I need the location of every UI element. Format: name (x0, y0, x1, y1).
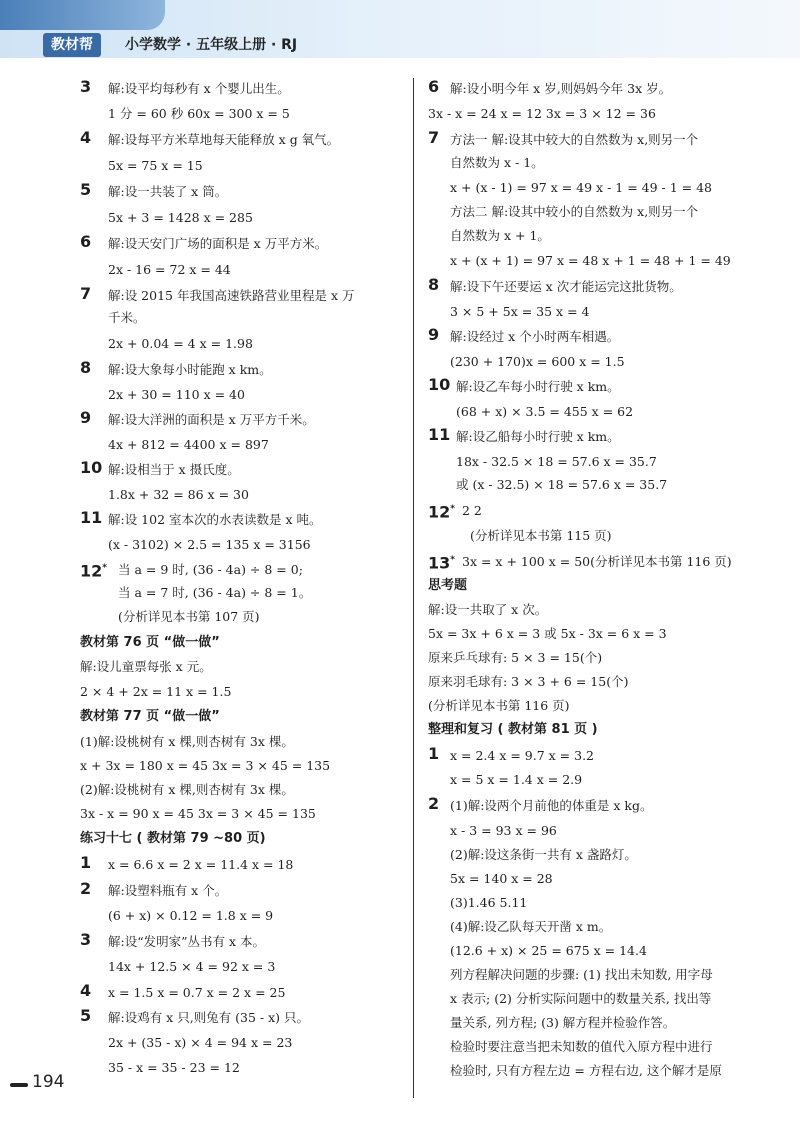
column-divider (413, 78, 414, 1098)
problem-number: 5 (80, 180, 92, 199)
answer-line: x + (x - 1) = 97 x = 49 x - 1 = 49 - 1 = 48 (450, 180, 712, 195)
answer-line: (230 + 170)x = 600 x = 1.5 (450, 354, 625, 369)
answer-line: 原来羽毛球有: 3 × 3 + 6 = 15(个) (428, 674, 629, 689)
answer-line: (2)解:设这条街一共有 x 盏路灯。 (450, 847, 637, 862)
problem-number: 5 (80, 1006, 92, 1025)
summary-line: 量关系, 列方程; (3) 解方程并检验作答。 (450, 1015, 676, 1030)
answer-line: (2)解:设桃树有 x 棵,则杏树有 3x 棵。 (80, 782, 294, 797)
answer-line: 解:设 102 室本次的水表读数是 x 吨。 (108, 512, 322, 527)
answer-line: 解:设 2015 年我国高速铁路营业里程是 x 万 (108, 288, 355, 303)
answer-line: 解:设小明今年 x 岁,则妈妈今年 3x 岁。 (450, 81, 672, 96)
problem-number: 10 (428, 375, 451, 394)
section-heading: 教材第 77 页 “做一做” (80, 709, 220, 724)
answer-line: 2x + (35 - x) × 4 = 94 x = 23 (108, 1035, 293, 1050)
problem-number (428, 500, 455, 521)
answer-line: 方法一 解:设其中较大的自然数为 x,则另一个 (450, 132, 699, 147)
star-mark: * (450, 555, 455, 565)
answer-line: 自然数为 x - 1。 (450, 155, 544, 170)
answer-line: 解:设经过 x 个小时两车相遇。 (450, 329, 620, 344)
answer-line: 5x + 3 = 1428 x = 285 (108, 210, 253, 225)
problem-number: 8 (428, 275, 440, 294)
answer-line: 1.8x + 32 = 86 x = 30 (108, 487, 249, 502)
answer-line: 解:设儿童票每张 x 元。 (80, 659, 212, 674)
section-heading: 思考题 (428, 578, 468, 593)
problem-number (428, 551, 455, 572)
answer-line: 当 a = 9 时, (36 - 4a) ÷ 8 = 0; (118, 562, 303, 577)
answer-line: 解:设“发明家”丛书有 x 本。 (108, 934, 265, 949)
answer-line: (3)1.46 5.11 (450, 895, 528, 910)
answer-line: 解:设大洋洲的面积是 x 万平方千米。 (108, 412, 315, 427)
problem-number: 9 (80, 408, 92, 427)
answer-line: (12.6 + x) × 25 = 675 x = 14.4 (450, 943, 647, 958)
problem-number: 9 (428, 325, 440, 344)
problem-number: 7 (80, 284, 92, 303)
answer-line: x = 2.4 x = 9.7 x = 3.2 (450, 748, 594, 763)
answer-line: x + 3x = 180 x = 45 3x = 3 × 45 = 135 (80, 758, 331, 773)
header-accent (0, 0, 165, 30)
problem-number: 2 (428, 794, 440, 813)
problem-number: 7 (428, 128, 440, 147)
answer-line: 14x + 12.5 × 4 = 92 x = 3 (108, 959, 276, 974)
brand-logo: 教材帮 (43, 33, 101, 57)
book-subtitle: 小学数学 · 五年级上册 · RJ (125, 37, 298, 53)
answer-line: 解:设塑料瓶有 x 个。 (108, 883, 228, 898)
problem-number-text: 12 (428, 502, 451, 522)
answer-line: 解:设鸡有 x 只,则兔有 (35 - x) 只。 (108, 1010, 310, 1025)
answer-line: x + (x + 1) = 97 x = 48 x + 1 = 48 + 1 = 49 (450, 253, 731, 268)
answer-line: 解:设平均每秒有 x 个婴儿出生。 (108, 81, 290, 96)
problem-number: 6 (80, 232, 92, 251)
section-heading: 练习十七 ( 教材第 79 ~80 页) (80, 831, 266, 846)
summary-line: x 表示; (2) 分析实际问题中的数量关系, 找出等 (450, 991, 712, 1006)
problem-number: 2 (80, 879, 92, 898)
answer-line: 解:设一共装了 x 筒。 (108, 184, 228, 199)
summary-line: 检验时, 只有方程左边 = 方程右边, 这个解才是原 (450, 1063, 722, 1078)
reference-note: (分析详见本书第 115 页) (470, 528, 612, 543)
answer-line: 解:设大象每小时能跑 x km。 (108, 362, 272, 377)
answer-line: 千米。 (108, 310, 146, 325)
answer-line: x = 5 x = 1.4 x = 2.9 (450, 772, 583, 787)
answer-line: 解:设天安门广场的面积是 x 万平方米。 (108, 236, 328, 251)
answer-line: 原来乒乓球有: 5 × 3 = 15(个) (428, 650, 603, 665)
answer-line: (68 + x) × 3.5 = 455 x = 62 (456, 404, 634, 419)
section-heading: 整理和复习 ( 教材第 81 页 ) (428, 722, 598, 737)
star-mark: * (102, 563, 107, 573)
answer-line: 自然数为 x + 1。 (450, 228, 550, 243)
answer-line: (1)解:设两个月前他的体重是 x kg。 (450, 798, 653, 813)
answer-line: 解:设相当于 x 摄氏度。 (108, 462, 240, 477)
star-mark: * (450, 504, 455, 514)
answer-line: 1 分 = 60 秒 60x = 300 x = 5 (108, 106, 290, 121)
summary-line: 检验时要注意当把未知数的值代入原方程中进行 (450, 1039, 713, 1054)
problem-number-text: 12 (80, 561, 103, 581)
problem-number: 1 (428, 744, 440, 763)
answer-line: 2 2 (462, 503, 482, 518)
answer-line: (4)解:设乙队每天开凿 x m。 (450, 919, 612, 934)
problem-number: 11 (80, 508, 103, 527)
answer-line: x = 1.5 x = 0.7 x = 2 x = 25 (108, 985, 286, 1000)
page-number-text: 194 (32, 1072, 65, 1092)
problem-number: 11 (428, 425, 451, 444)
answer-line: 解:设乙车每小时行驶 x km。 (456, 379, 620, 394)
answer-line: 3x - x = 90 x = 45 3x = 3 × 45 = 135 (80, 806, 316, 821)
answer-line: 解:设一共取了 x 次。 (428, 602, 548, 617)
answer-line: 5x = 140 x = 28 (450, 871, 553, 886)
page-number (8, 1072, 64, 1092)
reference-note: (分析详见本书第 107 页) (118, 609, 260, 624)
answer-line: 方法二 解:设其中较小的自然数为 x,则另一个 (450, 204, 699, 219)
answer-line: 2x + 0.04 = 4 x = 1.98 (108, 336, 253, 351)
section-heading: 教材第 76 页 “做一做” (80, 635, 220, 650)
answer-line: (x - 3102) × 2.5 = 135 x = 3156 (108, 537, 311, 552)
problem-number: 6 (428, 77, 440, 96)
reference-note: (分析详见本书第 116 页) (428, 698, 570, 713)
answer-line: 或 (x - 32.5) × 18 = 57.6 x = 35.7 (456, 477, 668, 492)
summary-line: 列方程解决问题的步骤: (1) 找出未知数, 用字母 (450, 967, 713, 982)
answer-line: 2 × 4 + 2x = 11 x = 1.5 (80, 684, 232, 699)
answer-line: 3 × 5 + 5x = 35 x = 4 (450, 304, 590, 319)
problem-number (80, 559, 107, 580)
answer-line: 解:设每平方米草地每天能释放 x g 氧气。 (108, 132, 340, 147)
answer-line: 5x = 75 x = 15 (108, 158, 203, 173)
problem-number: 8 (80, 358, 92, 377)
problem-number-text: 13 (428, 553, 451, 573)
answer-line: x - 3 = 93 x = 96 (450, 823, 557, 838)
answer-line: 18x - 32.5 × 18 = 57.6 x = 35.7 (456, 454, 657, 469)
answer-line: 解:设乙船每小时行驶 x km。 (456, 429, 620, 444)
problem-number: 3 (80, 77, 92, 96)
answer-line: 4x + 812 = 4400 x = 897 (108, 437, 269, 452)
answer-line: 当 a = 7 时, (36 - 4a) ÷ 8 = 1。 (118, 585, 312, 600)
answer-line: x = 6.6 x = 2 x = 11.4 x = 18 (108, 857, 294, 872)
problem-number: 1 (80, 853, 92, 872)
answer-line: 3x - x = 24 x = 12 3x = 3 × 12 = 36 (428, 106, 656, 121)
answer-line: (1)解:设桃树有 x 棵,则杏树有 3x 棵。 (80, 734, 294, 749)
answer-line: 解:设下午还要运 x 次才能运完这批货物。 (450, 279, 682, 294)
problem-number: 4 (80, 981, 92, 1000)
answer-line: 5x = 3x + 6 x = 3 或 5x - 3x = 6 x = 3 (428, 626, 667, 641)
answer-line: 2x + 30 = 110 x = 40 (108, 387, 245, 402)
answer-line: 3x = x + 100 x = 50(分析详见本书第 116 页) (462, 554, 732, 569)
problem-number: 4 (80, 128, 92, 147)
problem-number: 3 (80, 930, 92, 949)
answer-line: 2x - 16 = 72 x = 44 (108, 262, 231, 277)
answer-line: 35 - x = 35 - 23 = 12 (108, 1060, 240, 1075)
answer-line: (6 + x) × 0.12 = 1.8 x = 9 (108, 908, 274, 923)
problem-number: 10 (80, 458, 103, 477)
